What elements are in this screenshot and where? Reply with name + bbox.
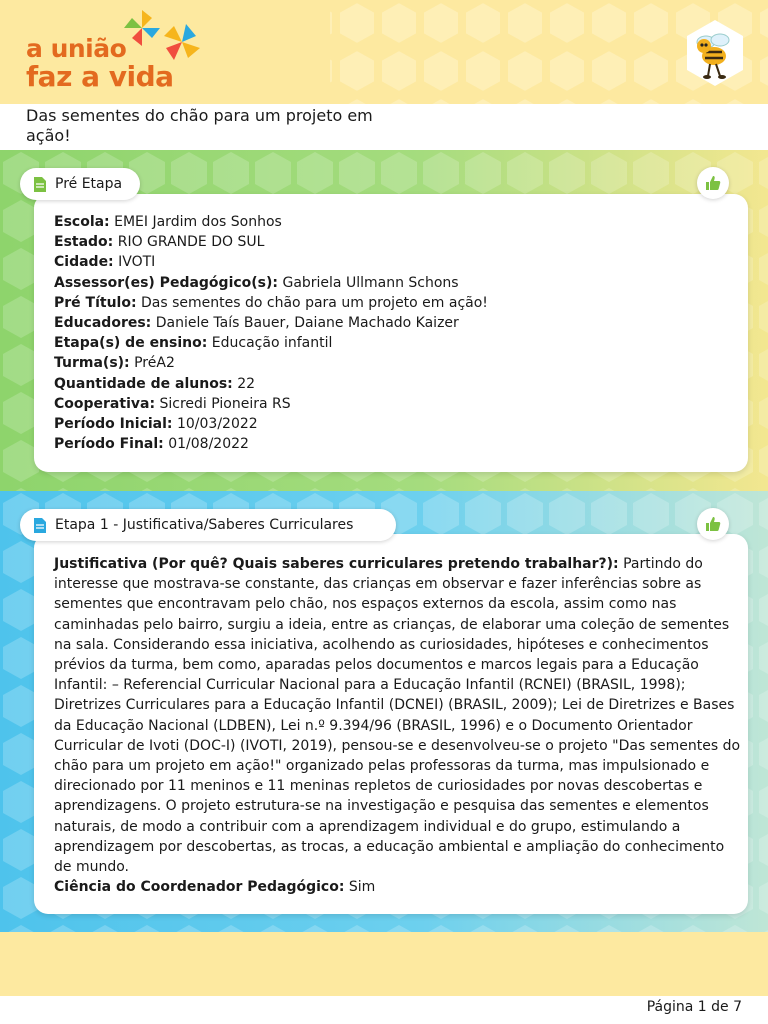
page-number: Página 1 de 7 bbox=[646, 999, 742, 1015]
justificativa-paragraph bbox=[54, 554, 744, 877]
field-row bbox=[54, 394, 734, 414]
tab-label: Etapa 1 - Justificativa/Saberes Curriculares bbox=[55, 517, 354, 533]
logo-line1: a união bbox=[26, 34, 127, 63]
field-label: Assessor(es) Pedagógico(s): bbox=[54, 274, 279, 291]
field-value: EMEI Jardim dos Sonhos bbox=[114, 214, 282, 230]
like-button[interactable] bbox=[697, 508, 729, 540]
field-row bbox=[54, 414, 734, 434]
field-value: Daniele Taís Bauer, Daiane Machado Kaizer bbox=[155, 315, 459, 332]
field-row bbox=[54, 293, 734, 313]
document-icon bbox=[34, 177, 46, 192]
field-value: IVOTI bbox=[118, 254, 156, 271]
field-label: Educadores: bbox=[54, 315, 152, 332]
justificativa-block bbox=[54, 554, 744, 897]
like-button[interactable] bbox=[697, 167, 729, 199]
tab-etapa1[interactable] bbox=[20, 509, 396, 541]
tab-pre-etapa[interactable] bbox=[20, 168, 140, 200]
field-label: Escola: bbox=[54, 214, 110, 230]
bottom-band bbox=[0, 932, 768, 996]
bee-icon bbox=[680, 18, 750, 88]
field-label: Cooperativa: bbox=[54, 395, 156, 412]
field-row bbox=[54, 333, 734, 353]
pre-etapa-fields bbox=[54, 212, 734, 454]
field-label: Cidade: bbox=[54, 254, 114, 271]
thumbs-up-icon bbox=[705, 516, 721, 532]
field-value: 22 bbox=[237, 375, 256, 392]
field-value: PréA2 bbox=[134, 355, 175, 372]
document-icon bbox=[34, 518, 46, 533]
field-label: Pré Título: bbox=[54, 294, 137, 311]
field-row bbox=[54, 353, 734, 373]
project-title: Das sementes do chão para um projeto em ação! bbox=[26, 106, 373, 145]
justificativa-label: Justificativa (Por quê? Quais saberes curriculares pretendo trabalhar?): bbox=[54, 556, 619, 572]
thumbs-up-icon bbox=[705, 175, 721, 191]
ciencia-value: Sim bbox=[348, 879, 376, 896]
field-value: Sicredi Pioneira RS bbox=[159, 395, 291, 412]
field-label: Quantidade de alunos: bbox=[54, 375, 233, 392]
ciencia-label: Ciência do Coordenador Pedagógico: bbox=[54, 879, 345, 896]
logo-line2: faz a vida bbox=[26, 60, 174, 93]
field-value: Das sementes do chão para um projeto em ação! bbox=[141, 294, 488, 311]
field-label: Período Inicial: bbox=[54, 416, 173, 433]
field-value: RIO GRANDE DO SUL bbox=[117, 234, 265, 251]
justificativa-text: Partindo do interesse que mostrava-se constante, das crianças em observar e fazer inferências sobre as sementes que encontravam pelo chão, nos espaços externos da escola, assim como nas caminhadas pelo bairro, surgiu a ideia, entre as crianças, de elaborar uma coleção de sementes na sala. Considerando essa iniciativa, acolhendo as curiosidades, hipóteses e conhecimentos prévios da turma, bem como, aparadas pelos documentos e marcos legais para a Educação Infantil: – Referencial Curricular Nacional para a Educação Infantil (RCNEI) (BRASIL, 1998); Diretrizes Curriculares para a Educação Infantil (DCNEI) (BRASIL, 2009); Lei de Diretrizes e Bases da Educação Nacional (LDBEN), Lei n.º 9.394/96 (BRASIL, 1996) e o Documento Orientador Curricular de Ivoti (DOC-I) (IVOTI, 2019), pensou-se e desenvolveu-se o projeto "Das sementes do chão para um projeto em ação!" organizado pelas professoras da turma, mas impulsionado e direcionado por 11 meninos e 11 meninas repletos de curiosidades por novas descobertas e aprendizagens. O projeto estrutura-se na investigação e pesquisa das sementes e elementos naturais, de modo a contribuir com a aprendizagem individual e do grupo, estimulando a aprendizagem por descobertas, as trocas, a educação ambiental e ampliação do conhecimento de mundo. bbox=[54, 556, 741, 876]
field-value: Gabriela Ullmann Schons bbox=[282, 274, 459, 291]
field-label: Estado: bbox=[54, 234, 114, 251]
field-value: 01/08/2022 bbox=[168, 436, 249, 453]
field-value: 10/03/2022 bbox=[176, 416, 258, 433]
field-row bbox=[54, 212, 734, 232]
field-label: Período Final: bbox=[54, 436, 164, 453]
field-row bbox=[54, 232, 734, 252]
pinwheel-icon bbox=[122, 8, 162, 48]
field-value: Educação infantil bbox=[211, 335, 333, 352]
field-row bbox=[54, 252, 734, 272]
ciencia-row bbox=[54, 877, 744, 897]
tab-label: Pré Etapa bbox=[55, 176, 123, 192]
field-row bbox=[54, 313, 734, 333]
field-row bbox=[54, 273, 734, 293]
pinwheel-icon bbox=[160, 22, 204, 62]
field-row bbox=[54, 374, 734, 394]
field-row bbox=[54, 434, 734, 454]
field-label: Turma(s): bbox=[54, 355, 130, 372]
header-banner bbox=[0, 0, 768, 104]
field-label: Etapa(s) de ensino: bbox=[54, 335, 208, 352]
